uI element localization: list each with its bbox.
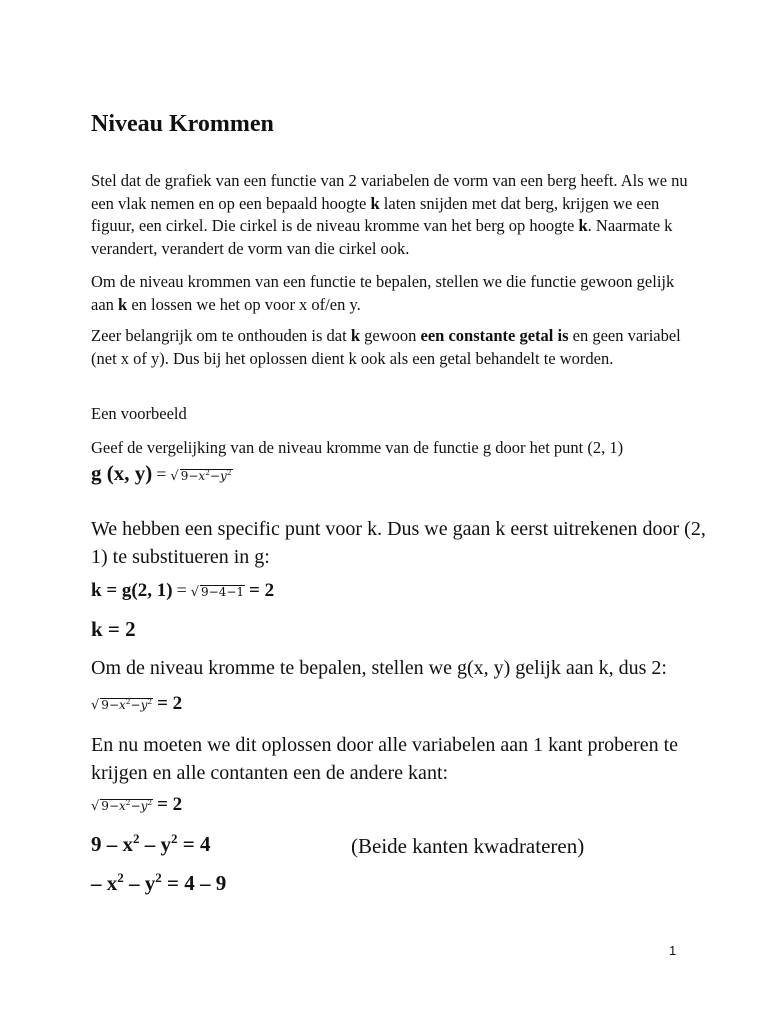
exponent: 2 <box>125 697 131 706</box>
exponent: 2 <box>147 697 153 706</box>
term: – y <box>123 871 156 895</box>
sqrt-expression <box>91 795 153 814</box>
minus: − <box>108 799 119 813</box>
exponent: 2 <box>205 468 210 477</box>
page-number: 1 <box>669 943 677 958</box>
text-run: en lossen we het op voor x of/en y. <box>127 294 361 314</box>
radicand <box>100 799 153 813</box>
example-heading: Een voorbeeld <box>91 404 187 423</box>
text-run: Stel dat de grafiek van een functie van 2 variabelen de vorm van een berg heeft. Als we nu een vlak nemen en op een bepaald hoogte <box>91 171 688 213</box>
term: = 4 <box>177 832 211 856</box>
bold-phrase: een constante getal is <box>420 326 569 345</box>
page-title: Niveau Krommen <box>91 111 274 137</box>
radical-sign-icon: √ <box>91 799 100 814</box>
text-run: . Naarmate k verandert, verandert de vorm van die cirkel ook. <box>91 216 673 258</box>
minus: − <box>130 698 141 712</box>
equals-sign: = <box>156 464 167 484</box>
intro-paragraph-2 <box>91 271 691 316</box>
step-2-text: Om de niveau kromme te bepalen, stellen we g(x, y) gelijk aan k, dus 2: <box>91 657 667 679</box>
term: = 4 – 9 <box>161 871 227 895</box>
k-calculation <box>91 580 274 602</box>
var-y: y <box>140 698 148 712</box>
isolated-equation <box>91 871 226 896</box>
intro-paragraph-1 <box>91 170 691 260</box>
text-run: gewoon <box>360 326 421 345</box>
text-run: Zeer belangrijk om te onthouden is dat <box>91 326 351 345</box>
function-lhs: g (x, y) <box>91 461 153 485</box>
var-x: x <box>198 469 206 483</box>
level-curve-equation <box>91 693 182 715</box>
radical-sign-icon: √ <box>190 585 200 600</box>
squared-equation <box>91 832 211 857</box>
bold-k: k <box>370 193 380 213</box>
exponent: 2 <box>125 798 131 807</box>
bold-k: k <box>118 294 128 314</box>
term-9: 9 <box>101 698 109 712</box>
radicand <box>100 698 153 712</box>
sqrt-expression <box>91 694 153 713</box>
step-1-text: We hebben een specific punt voor k. Dus we gaan k eerst uitrekenen door (2, 1) te substitueren in g: <box>91 518 706 568</box>
radical-sign-icon: √ <box>91 698 100 713</box>
exponent: 2 <box>171 831 178 846</box>
text-run: en geen variabel (net x of y). Dus bij het oplossen dient k ook als een getal behandelt te worden. <box>91 326 681 368</box>
bold-k: k <box>350 326 360 345</box>
var-x: x <box>119 799 126 813</box>
equation-rhs: = 2 <box>157 693 183 714</box>
minus: − <box>209 469 220 483</box>
intro-paragraph-3 <box>91 325 691 370</box>
term-9: 9 <box>180 469 189 483</box>
equals-sign: = <box>176 580 187 600</box>
term-9: 9 <box>101 799 109 813</box>
level-curve-equation-repeat <box>91 794 182 816</box>
minus: − <box>130 799 141 813</box>
var-x: x <box>119 698 126 712</box>
radical-sign-icon: √ <box>170 469 179 484</box>
equation-rhs: = 2 <box>157 794 183 815</box>
radicand <box>180 469 233 483</box>
minus: − <box>188 469 199 483</box>
sqrt-expression <box>191 581 245 600</box>
k-lhs: k = g(2, 1) <box>91 580 173 601</box>
term: – x <box>91 871 118 895</box>
bold-k: k <box>578 216 588 235</box>
exponent: 2 <box>155 870 162 885</box>
exponent: 2 <box>133 831 140 846</box>
example-question: Geef de vergelijking van de niveau kromme van de functie g door het punt (2, 1) <box>91 438 624 457</box>
text-run: laten snijden met dat berg, krijgen we een figuur, een cirkel. Die cirkel is de niveau kromme van het berg op hoogte <box>91 193 660 235</box>
exponent: 2 <box>117 870 124 885</box>
sqrt-expression <box>170 465 232 484</box>
step-3-text: En nu moeten we dit oplossen door alle variabelen aan 1 kant proberen te krijgen en alle contanten een de andere kant: <box>91 734 679 784</box>
function-definition <box>91 461 233 486</box>
radicand: 9−4−1 <box>201 585 245 599</box>
squaring-note: (Beide kanten kwadrateren) <box>351 834 585 858</box>
term: – y <box>139 832 172 856</box>
minus: − <box>108 698 119 712</box>
var-y: y <box>140 799 148 813</box>
exponent: 2 <box>226 468 232 477</box>
k-result: k = 2 <box>91 617 136 641</box>
exponent: 2 <box>147 798 153 807</box>
term: 9 – x <box>91 832 133 856</box>
text-run: Om de niveau krommen van een functie te bepalen, stellen we die functie gewoon gelijk aan <box>91 272 675 314</box>
k-rhs: = 2 <box>249 580 275 601</box>
var-y: y <box>219 469 227 483</box>
